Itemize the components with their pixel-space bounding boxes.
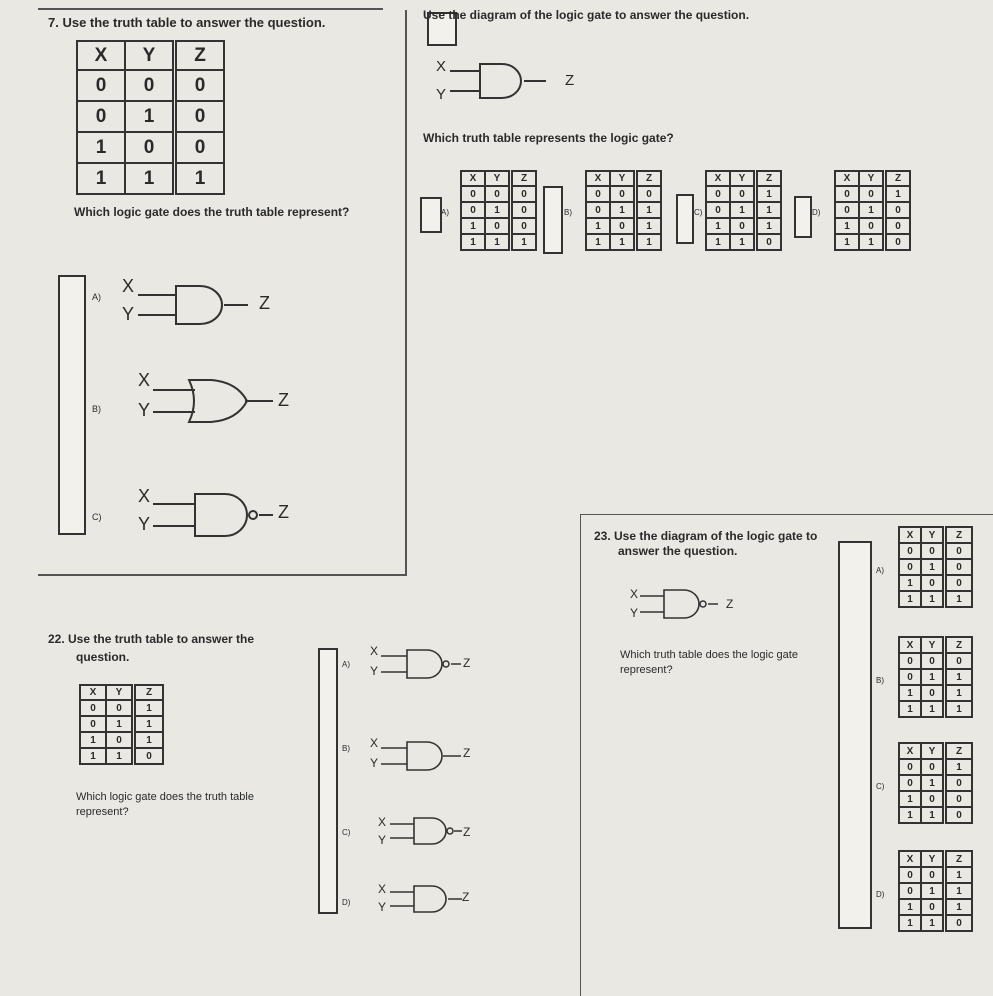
option-label: A) bbox=[92, 292, 101, 302]
table-cell: 1 bbox=[945, 759, 973, 775]
question-prompt: Which truth table represents the logic gate? bbox=[423, 131, 674, 145]
table-header: Y bbox=[921, 637, 945, 653]
table-header: X bbox=[706, 171, 730, 186]
table-cell: 1 bbox=[175, 163, 225, 194]
truth-table-option-b bbox=[585, 170, 662, 251]
table-cell: 0 bbox=[945, 559, 973, 575]
table-cell: 1 bbox=[485, 202, 511, 218]
table-cell: 1 bbox=[610, 202, 636, 218]
table-header: Z bbox=[756, 171, 782, 186]
nand-gate-icon[interactable] bbox=[390, 816, 462, 846]
table-cell: 0 bbox=[461, 202, 485, 218]
table-cell: 1 bbox=[610, 234, 636, 250]
q23-title-cont: answer the question. bbox=[618, 544, 738, 558]
table-cell: 0 bbox=[125, 132, 175, 163]
table-header: Z bbox=[636, 171, 662, 186]
nand-gate-icon[interactable] bbox=[381, 648, 461, 680]
table-cell: 0 bbox=[921, 867, 945, 883]
table-cell: 1 bbox=[945, 685, 973, 701]
table-cell: 1 bbox=[461, 234, 485, 250]
truth-table-option-c bbox=[898, 742, 973, 824]
table-cell: 1 bbox=[921, 669, 945, 685]
table-cell: 0 bbox=[899, 867, 921, 883]
truth-table-option-d bbox=[834, 170, 911, 251]
table-header: Y bbox=[610, 171, 636, 186]
table-cell: 0 bbox=[730, 218, 756, 234]
table-cell: 1 bbox=[945, 867, 973, 883]
table-cell: 1 bbox=[756, 186, 782, 202]
table-cell: 1 bbox=[106, 748, 134, 764]
table-cell: 0 bbox=[80, 716, 106, 732]
output-label-z: Z bbox=[259, 293, 270, 313]
table-cell: 1 bbox=[945, 669, 973, 685]
option-label: A) bbox=[342, 660, 350, 669]
input-label-x: X bbox=[138, 370, 151, 390]
option-label: B) bbox=[342, 744, 350, 753]
table-header: X bbox=[77, 41, 125, 70]
table-header: X bbox=[835, 171, 859, 186]
table-cell: 1 bbox=[921, 591, 945, 607]
truth-table-option-b bbox=[898, 636, 973, 718]
nand-gate-icon[interactable] bbox=[153, 492, 273, 538]
table-cell: 1 bbox=[134, 732, 164, 748]
answer-box[interactable] bbox=[420, 197, 442, 233]
question-title: Use the diagram of the logic gate to answer the question. bbox=[423, 8, 750, 22]
answer-box[interactable] bbox=[676, 194, 694, 244]
table-cell: 0 bbox=[899, 559, 921, 575]
table-header: Y bbox=[921, 527, 945, 543]
truth-table-option-a bbox=[898, 526, 973, 608]
input-label-x: X bbox=[630, 587, 639, 601]
table-cell: 1 bbox=[586, 218, 610, 234]
table-cell: 1 bbox=[586, 234, 610, 250]
input-label-x: X bbox=[370, 644, 379, 658]
table-cell: 0 bbox=[756, 234, 782, 250]
table-cell: 0 bbox=[80, 700, 106, 716]
option-label: A) bbox=[441, 208, 449, 217]
table-header: X bbox=[899, 637, 921, 653]
output-label-z: Z bbox=[278, 502, 289, 522]
table-header: Z bbox=[945, 527, 973, 543]
table-cell: 1 bbox=[899, 915, 921, 931]
table-cell: 0 bbox=[921, 653, 945, 669]
q7-truth-table bbox=[76, 40, 225, 195]
input-label-y: Y bbox=[138, 514, 151, 534]
top-rule bbox=[38, 8, 383, 10]
table-header: X bbox=[899, 851, 921, 867]
table-cell: 1 bbox=[485, 234, 511, 250]
table-cell: 0 bbox=[859, 218, 885, 234]
option-label: B) bbox=[92, 404, 101, 414]
table-cell: 1 bbox=[125, 163, 175, 194]
option-label: D) bbox=[876, 890, 885, 899]
table-cell: 0 bbox=[885, 218, 911, 234]
output-label-z: Z bbox=[462, 890, 470, 904]
table-cell: 0 bbox=[921, 899, 945, 915]
table-cell: 1 bbox=[636, 234, 662, 250]
table-cell: 1 bbox=[77, 163, 125, 194]
option-label: C) bbox=[92, 512, 102, 522]
table-cell: 1 bbox=[636, 202, 662, 218]
table-cell: 1 bbox=[885, 186, 911, 202]
table-cell: 1 bbox=[134, 716, 164, 732]
input-label-y: Y bbox=[370, 664, 379, 678]
truth-table-option-d bbox=[898, 850, 973, 932]
table-header: Y bbox=[921, 851, 945, 867]
table-cell: 1 bbox=[899, 701, 921, 717]
table-cell: 0 bbox=[610, 218, 636, 234]
table-cell: 0 bbox=[885, 234, 911, 250]
input-label-x: X bbox=[370, 736, 379, 750]
table-cell: 1 bbox=[706, 234, 730, 250]
table-header: Y bbox=[921, 743, 945, 759]
table-cell: 1 bbox=[756, 218, 782, 234]
option-label: B) bbox=[564, 208, 572, 217]
table-cell: 0 bbox=[485, 186, 511, 202]
q23-top-rule bbox=[580, 514, 993, 515]
or-gate-icon[interactable] bbox=[153, 378, 273, 424]
table-cell: 0 bbox=[921, 543, 945, 559]
table-header: X bbox=[80, 685, 106, 700]
option-label: C) bbox=[876, 782, 885, 791]
input-label-x: X bbox=[378, 815, 387, 829]
table-cell: 1 bbox=[899, 591, 921, 607]
table-header: Y bbox=[125, 41, 175, 70]
table-cell: 0 bbox=[175, 70, 225, 101]
q7-prompt: Which logic gate does the truth table represent? bbox=[74, 205, 350, 219]
table-cell: 1 bbox=[921, 701, 945, 717]
q22-title-cont: question. bbox=[76, 650, 130, 664]
option-label: C) bbox=[694, 208, 703, 217]
table-cell: 0 bbox=[899, 543, 921, 559]
table-cell: 0 bbox=[945, 807, 973, 823]
table-cell: 0 bbox=[945, 915, 973, 931]
output-label-z: Z bbox=[565, 72, 575, 89]
table-cell: 0 bbox=[175, 101, 225, 132]
table-cell: 1 bbox=[756, 202, 782, 218]
option-label: D) bbox=[342, 898, 351, 907]
table-cell: 1 bbox=[80, 732, 106, 748]
q23-answer-box[interactable] bbox=[838, 541, 872, 929]
table-cell: 1 bbox=[921, 915, 945, 931]
table-cell: 0 bbox=[636, 186, 662, 202]
table-cell: 0 bbox=[134, 748, 164, 764]
table-cell: 0 bbox=[610, 186, 636, 202]
table-cell: 0 bbox=[835, 202, 859, 218]
table-header: Y bbox=[106, 685, 134, 700]
input-label-y: Y bbox=[378, 900, 387, 914]
option-label: A) bbox=[876, 566, 884, 575]
table-cell: 1 bbox=[80, 748, 106, 764]
output-label-z: Z bbox=[463, 825, 471, 839]
table-cell: 1 bbox=[859, 202, 885, 218]
table-cell: 0 bbox=[77, 70, 125, 101]
q22-title: 22. Use the truth table to answer the bbox=[48, 632, 255, 646]
option-label: C) bbox=[342, 828, 351, 837]
table-header: Z bbox=[134, 685, 164, 700]
table-cell: 0 bbox=[945, 775, 973, 791]
input-label-y: Y bbox=[370, 756, 379, 770]
table-cell: 1 bbox=[730, 234, 756, 250]
output-label-z: Z bbox=[278, 390, 289, 410]
table-header: Z bbox=[945, 637, 973, 653]
table-cell: 0 bbox=[706, 186, 730, 202]
column-divider bbox=[405, 10, 407, 576]
q7-bottom-rule bbox=[38, 574, 406, 576]
q23-prompt: Which truth table does the logic gate bbox=[620, 649, 798, 661]
table-cell: 1 bbox=[899, 899, 921, 915]
table-cell: 1 bbox=[921, 559, 945, 575]
table-cell: 0 bbox=[106, 700, 134, 716]
table-header: X bbox=[586, 171, 610, 186]
q23-title: 23. Use the diagram of the logic gate to bbox=[594, 529, 818, 543]
table-cell: 1 bbox=[921, 775, 945, 791]
table-cell: 0 bbox=[125, 70, 175, 101]
table-cell: 0 bbox=[730, 186, 756, 202]
input-label-y: Y bbox=[122, 304, 135, 324]
table-cell: 1 bbox=[636, 218, 662, 234]
table-cell: 1 bbox=[921, 807, 945, 823]
output-label-z: Z bbox=[726, 597, 734, 611]
output-label-z: Z bbox=[463, 656, 471, 670]
table-cell: 1 bbox=[859, 234, 885, 250]
output-label-z: Z bbox=[463, 746, 471, 760]
q22-answer-box[interactable] bbox=[318, 648, 338, 914]
q23-prompt-cont: represent? bbox=[620, 664, 673, 676]
table-header: Z bbox=[511, 171, 537, 186]
table-header: Z bbox=[885, 171, 911, 186]
table-cell: 1 bbox=[899, 575, 921, 591]
table-cell: 1 bbox=[461, 218, 485, 234]
input-label-y: Y bbox=[378, 833, 387, 847]
answer-box[interactable] bbox=[794, 196, 812, 238]
table-cell: 0 bbox=[511, 218, 537, 234]
input-label-y: Y bbox=[138, 400, 151, 420]
q7-title: 7. Use the truth table to answer the question. bbox=[48, 15, 326, 30]
table-cell: 1 bbox=[899, 791, 921, 807]
input-label-y: Y bbox=[630, 606, 639, 620]
table-cell: 0 bbox=[461, 186, 485, 202]
table-cell: 0 bbox=[945, 575, 973, 591]
answer-box[interactable] bbox=[543, 186, 563, 254]
table-cell: 0 bbox=[706, 202, 730, 218]
table-cell: 0 bbox=[77, 101, 125, 132]
table-cell: 1 bbox=[899, 807, 921, 823]
table-cell: 1 bbox=[106, 716, 134, 732]
table-cell: 0 bbox=[899, 883, 921, 899]
table-header: X bbox=[461, 171, 485, 186]
table-cell: 0 bbox=[921, 575, 945, 591]
table-cell: 1 bbox=[125, 101, 175, 132]
table-cell: 1 bbox=[835, 218, 859, 234]
table-cell: 0 bbox=[945, 543, 973, 559]
table-cell: 0 bbox=[175, 132, 225, 163]
table-header: Y bbox=[485, 171, 511, 186]
and-gate-icon bbox=[450, 62, 546, 100]
table-cell: 1 bbox=[730, 202, 756, 218]
input-label-x: X bbox=[436, 58, 447, 75]
table-header: Z bbox=[945, 851, 973, 867]
table-header: Y bbox=[730, 171, 756, 186]
table-cell: 0 bbox=[859, 186, 885, 202]
q22-prompt: Which logic gate does the truth table bbox=[76, 791, 254, 803]
table-cell: 0 bbox=[586, 186, 610, 202]
option-label: D) bbox=[812, 208, 821, 217]
table-cell: 1 bbox=[77, 132, 125, 163]
input-label-y: Y bbox=[436, 86, 447, 103]
table-header: X bbox=[899, 743, 921, 759]
and-gate-icon[interactable] bbox=[381, 740, 461, 772]
table-cell: 0 bbox=[921, 759, 945, 775]
table-cell: 0 bbox=[921, 791, 945, 807]
table-header: Z bbox=[945, 743, 973, 759]
table-header: X bbox=[899, 527, 921, 543]
table-cell: 1 bbox=[945, 701, 973, 717]
table-cell: 0 bbox=[835, 186, 859, 202]
table-cell: 0 bbox=[106, 732, 134, 748]
input-label-x: X bbox=[138, 486, 151, 506]
table-cell: 1 bbox=[945, 883, 973, 899]
table-cell: 1 bbox=[706, 218, 730, 234]
table-header: Z bbox=[175, 41, 225, 70]
and-gate-icon[interactable] bbox=[390, 884, 462, 914]
option-label: B) bbox=[876, 676, 884, 685]
table-cell: 0 bbox=[921, 685, 945, 701]
truth-table-option-c bbox=[705, 170, 782, 251]
table-cell: 1 bbox=[511, 234, 537, 250]
table-cell: 0 bbox=[945, 653, 973, 669]
input-label-x: X bbox=[378, 882, 387, 896]
table-cell: 0 bbox=[899, 759, 921, 775]
table-cell: 0 bbox=[945, 791, 973, 807]
q22-prompt-cont: represent? bbox=[76, 806, 129, 818]
table-cell: 0 bbox=[899, 775, 921, 791]
table-cell: 0 bbox=[899, 669, 921, 685]
table-cell: 1 bbox=[945, 899, 973, 915]
and-gate-icon[interactable] bbox=[138, 283, 248, 327]
q22-truth-table bbox=[79, 684, 164, 765]
table-cell: 0 bbox=[885, 202, 911, 218]
table-cell: 1 bbox=[835, 234, 859, 250]
table-cell: 1 bbox=[899, 685, 921, 701]
table-cell: 0 bbox=[511, 202, 537, 218]
table-cell: 1 bbox=[134, 700, 164, 716]
q23-left-rule bbox=[580, 514, 581, 996]
table-cell: 0 bbox=[511, 186, 537, 202]
table-cell: 0 bbox=[485, 218, 511, 234]
table-cell: 0 bbox=[899, 653, 921, 669]
table-header: Y bbox=[859, 171, 885, 186]
table-cell: 1 bbox=[945, 591, 973, 607]
table-cell: 0 bbox=[586, 202, 610, 218]
table-cell: 1 bbox=[921, 883, 945, 899]
input-label-x: X bbox=[122, 276, 135, 296]
q7-answer-box[interactable] bbox=[58, 275, 86, 535]
truth-table-option-a bbox=[460, 170, 537, 251]
nand-gate-icon bbox=[640, 588, 718, 620]
